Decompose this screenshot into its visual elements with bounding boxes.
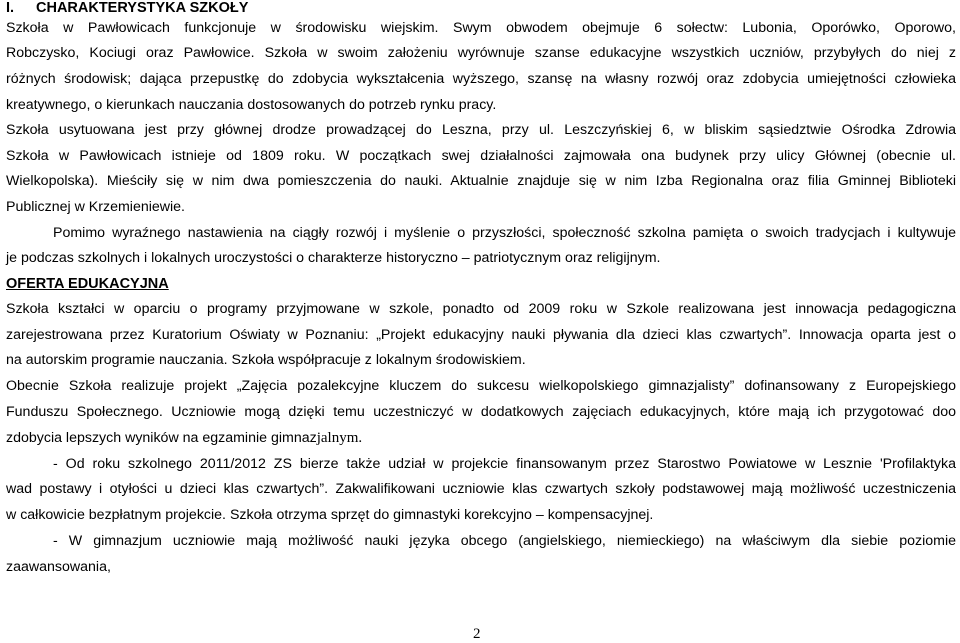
page-number: 2	[473, 626, 481, 642]
paragraph-line: - W gimnazjum uczniowie mają możliwość nauki języka obcego (angielskiego, niemieckiego) na właściwym dla siebie poziomie	[53, 533, 956, 549]
paragraph-line: wad postawy i otyłości u dzieci klas czwartych”. Zakwalifikowani uczniowie klas czwartych szkoły podstawowej mają możliwość uczestniczenia	[6, 481, 956, 497]
paragraph-line: Pomimo wyraźnego nastawienia na ciągły rozwój i myślenie o przyszłości, społeczność szkolna pamięta o swoich tradycjach i kultywuje	[53, 225, 956, 241]
paragraph-line	[6, 429, 362, 447]
paragraph-line: Robczysko, Kociugi oraz Pawłowice. Szkoła w swoim założeniu wyrównuje szanse edukacyjne wszystkich uczniów, przybyłych do niej z	[6, 45, 956, 61]
paragraph-line: Funduszu Społecznego. Uczniowie mogą dzięki temu uczestniczyć w dodatkowych zajęciach edukacyjnych, które mają ich przygotować doo	[6, 404, 956, 420]
paragraph-line: - Od roku szkolnego 2011/2012 ZS bierze także udział w projekcie finansowanym przez Starostwo Powiatowe w Lesznie 'Profilaktyka	[53, 456, 956, 472]
paragraph-line: Szkoła usytuowana jest przy głównej drodze prowadzącej do Leszna, przy ul. Leszczyńskiej 6, w bliskim sąsiedztwie Ośrodka Zdrowia	[6, 122, 956, 138]
paragraph-line: zaawansowania,	[6, 559, 111, 575]
paragraph-line: na autorskim programie nauczania. Szkoła współpracuje z lokalnym środowiskiem.	[6, 352, 526, 368]
paragraph-line: je podczas szkolnych i lokalnych uroczystości o charakterze historyczno – patriotycznym oraz religijnym.	[6, 250, 661, 266]
paragraph-line: zarejestrowana przez Kuratorium Oświaty w Poznaniu: „Projekt edukacyjny nauki pływania dla dzieci klas czwartych”. Innowacja oparta jest o	[6, 327, 956, 343]
paragraph-line: Szkoła w Pawłowicach istnieje od 1809 roku. W początkach swej działalności zajmowała ona budynek przy ulicy Głównej (obecnie ul.	[6, 148, 956, 164]
paragraph-line: Publicznej w Krzemieniewie.	[6, 199, 185, 215]
section-title: CHARAKTERYSTYKA SZKOŁY	[36, 0, 249, 16]
paragraph-line: różnych środowisk; dająca przepustkę do zdobycia wykształcenia wyższego, szansę na własny rozwój oraz zdobycia umiejętności człowieka	[6, 71, 956, 87]
line-part-serif: jalnym.	[316, 430, 363, 446]
paragraph-line: w całkowicie bezpłatnym projekcie. Szkoła otrzyma sprzęt do gimnastyki korekcyjno – kompensacyjnej.	[6, 507, 654, 523]
paragraph-line: kreatywnego, o kierunkach nauczania dostosowanych do potrzeb rynku pracy.	[6, 97, 497, 113]
section-number: I.	[6, 0, 15, 16]
paragraph-line: Szkoła kształci w oparciu o programy przyjmowane w szkole, ponadto od 2009 roku w Szkole realizowana jest innowacja pedagogiczna	[6, 301, 956, 317]
offer-heading: OFERTA EDUKACYJNA	[6, 276, 169, 292]
paragraph-line: Szkoła w Pawłowicach funkcjonuje w środowisku wiejskim. Swym obwodem obejmuje 6 sołectw: Lubonia, Oporówko, Oporowo,	[6, 20, 956, 36]
paragraph-line: Wielkopolska). Mieściły się w nim dwa pomieszczenia do nauki. Aktualnie znajduje się w nim Izba Regionalna oraz filia Gminnej Biblioteki	[6, 173, 956, 189]
line-part: zdobycia lepszych wyników na egzaminie gimnaz	[6, 430, 317, 446]
section-heading	[6, 0, 248, 17]
paragraph-line: Obecnie Szkoła realizuje projekt „Zajęcia pozalekcyjne kluczem do sukcesu wielkopolskiego gimnazjalisty” dofinansowany z Europejskiego	[6, 378, 956, 394]
